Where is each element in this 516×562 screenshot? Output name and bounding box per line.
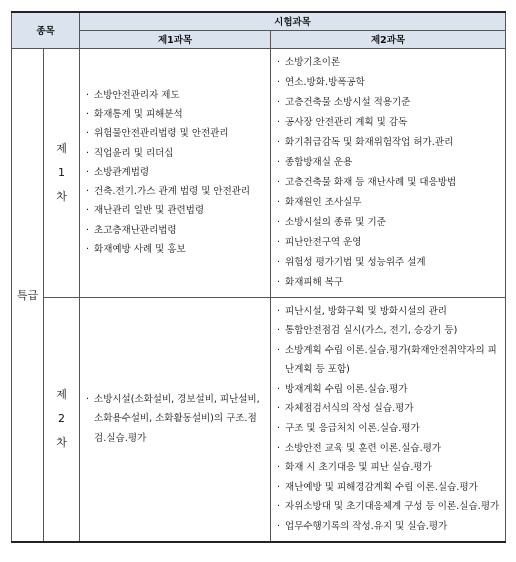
list-item: · 구조 및 응급처치 이론․실습․평가 [277,419,503,439]
round-1-char: 차 [56,189,67,203]
list-item: · 연소․방화․방폭공학 [277,73,503,93]
round-1-subject2-cell [271,48,506,297]
list-item: · 피난시설, 방화구획 및 방화시설의 관리 [277,302,503,322]
list-item: · 고층건축물 화재 등 재난사례 및 대응방법 [277,173,503,193]
list-item: · 화재 시 초기대응 및 피난 실습․평가 [277,458,503,478]
list-item: · 직업윤리 및 리더십 [86,144,268,163]
round-2-subject2-cell [271,297,506,542]
round-2-char: 2 [58,412,65,426]
round-2-subject1-list [80,390,270,449]
header-exam-subjects: 시험과목 [80,12,506,30]
list-item: · 통합안전점검 실시(가스, 전기, 승강기 등) [277,321,503,341]
round-1-subject2-list [271,53,505,293]
list-item: · 피난안전구역 운영 [277,233,503,253]
round-2-char: 차 [56,436,67,450]
list-item: · 소방안전 교육 및 훈련 이론․실습․평가 [277,439,503,459]
round-2-subject1-cell [80,297,271,542]
list-item: · 종합방재실 운용 [277,153,503,173]
round-1-char: 제 [56,141,67,155]
list-item: · 재난관리 일반 및 관련법령 [86,201,268,220]
list-item: · 소방계획 수립 이론․실습․평가(화재안전취약자의 피난계획 등 포함) [277,341,503,380]
grade-cell: 특급 [12,48,44,542]
list-item: · 건축․전기․가스 관계 법령 및 안전관리 [86,182,268,201]
list-item: · 소방안전관리자 제도 [86,86,268,105]
list-item: · 소방기초이론 [277,53,503,73]
list-item: · 고층건축물 소방시설 적용기준 [277,93,503,113]
exam-subjects-table [11,11,506,543]
list-item: · 화기취급감독 및 화재위험작업 허가․관리 [277,133,503,153]
list-item: · 위험성 평가기법 및 성능위주 설계 [277,253,503,273]
round-2-char: 제 [56,388,67,402]
round-1-label [44,48,80,297]
list-item: · 초고층재난관리법령 [86,221,268,240]
list-item: · 소방시설(소화설비, 경보설비, 피난설비, 소화용수설비, 소화활동설비)의 구조․점검․실습․평가 [86,390,268,449]
round-1-subject1-cell [80,48,271,297]
round-2-subject2-list [271,302,505,537]
list-item: · 소방관계법령 [86,163,268,182]
list-item: · 방재계획 수립 이론․실습․평가 [277,380,503,400]
list-item: · 업무수행기록의 작성․유지 및 실습․평가 [277,517,503,537]
list-item: · 소방시설의 종류 및 기준 [277,213,503,233]
list-item: · 자체점검서식의 작성 실습․평가 [277,399,503,419]
list-item: · 화재예방 사례 및 홍보 [86,240,268,259]
round-2-label [44,297,80,542]
list-item: · 재난예방 및 피해경감계획 수립 이론․실습․평가 [277,478,503,498]
list-item: · 공사장 안전관리 계획 및 감독 [277,113,503,133]
header-subject2: 제2과목 [271,30,506,48]
header-category: 종목 [12,12,80,48]
list-item: · 화재원인 조사실무 [277,193,503,213]
list-item: · 자위소방대 및 초기대응체계 구성 등 이론․실습․평가 [277,497,503,517]
list-item: · 화재피해 복구 [277,273,503,293]
list-item: · 위험물안전관리법령 및 안전관리 [86,124,268,143]
list-item: · 화재통계 및 피해분석 [86,105,268,124]
round-1-subject1-list [80,86,270,260]
round-1-char: 1 [58,165,65,179]
header-subject1: 제1과목 [80,30,271,48]
